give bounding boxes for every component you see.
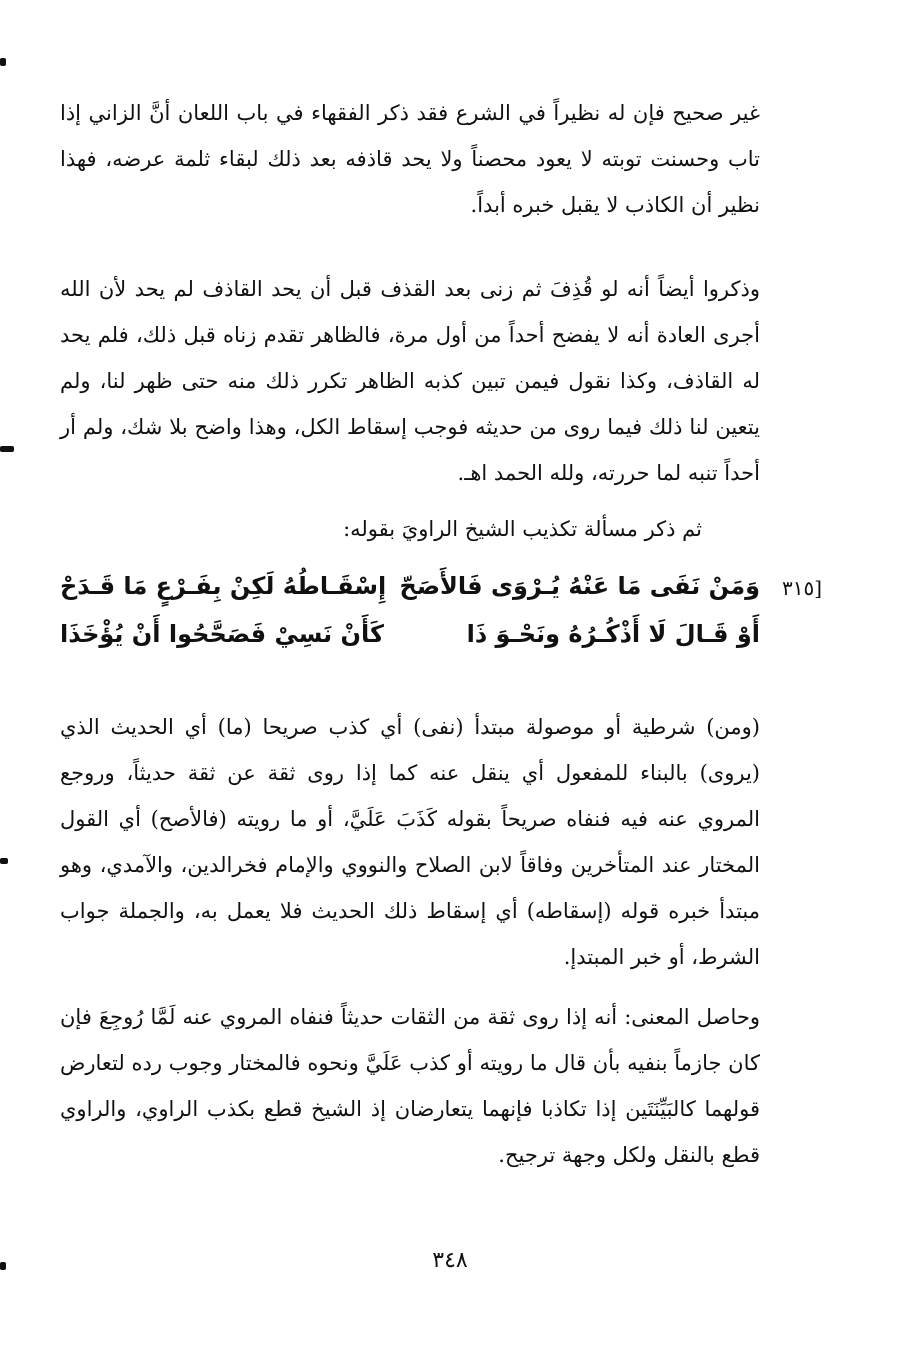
page-body <box>60 90 822 1178</box>
verse-intro: ثم ذكر مسألة تكذيب الشيخ الراويَ بقوله: <box>343 517 702 541</box>
page-number: ٣٤٨ <box>432 1248 468 1273</box>
verse-line-2 <box>60 616 760 664</box>
paragraph-2: وذكروا أيضاً أنه لو قُذِفَ ثم زنى بعد القذف قبل أن يحد القاذف لم يحد لأن الله أجرى العادة أنه لا يفضح أحداً من أول مرة، فالظاهر تقدم زناه قبل ذلك، فلم يحد له القاذف، وكذا نقول فيمن تبين كذبه الظاهر تكرر ذلك منه حتى ظهر لنا، ولم يتعين لنا ذلك فيما روى من حديثه فوجب إسقاط الكل، وهذا واضح بلا شك، ولم أر أحداً تنبه لما حررته، ولله الحمد اهـ. <box>60 277 760 485</box>
paragraph-1: غير صحيح فإن له نظيراً في الشرع فقد ذكر الفقهاء في باب اللعان أنَّ الزاني إذا تاب وحسنت توبته لا يعود محصناً ولا يحد قاذفه بعد ذلك لبقاء ثلمة عرضه، فهذا نظير أن الكاذب لا يقبل خبره أبداً. <box>60 101 760 217</box>
summary-paragraph: وحاصل المعنى: أنه إذا روى ثقة من الثقات حديثاً فنفاه المروي عنه لَمَّا رُوجِعَ فإن كان جازماً بنفيه بأن قال ما رويته أو كذب عَلَيَّ ونحوه فالمختار وجوب رده لتعارض قولهما كالبَيِّنَتَين إذا تكاذبا فإنهما يتعارضان إذ الشيخ قطع بكذب الراوي، والراوي قطع بالنقل ولكل وجهة ترجيح. <box>60 1005 760 1167</box>
verse-line-1 <box>60 568 760 616</box>
verse-block <box>60 568 822 672</box>
verse-line-2-second-hemistich: كَأَنْ نَسِيْ فَصَحَّحُوا أَنْ يُؤْخَذَا <box>60 620 384 648</box>
commentary-paragraph: (ومن) شرطية أو موصولة مبتدأ (نفى) أي كذب صريحا (ما) أي الحديث الذي (يروى) بالبناء للمفعول أي ينقل عنه كما إذا روى ثقة عن ثقة حديثاً، وروجع المروي عنه فيه فنفاه صريحاً بقوله كَذَبَ عَلَيَّ، أو ما رويته (فالأصح) أي القول المختار عند المتأخرين وفاقاً لابن الصلاح والنووي والإمام فخرالدين، والآمدي، وهو مبتدأ خبره قوله (إسقاطه) أي إسقاط ذلك الحديث فلا يعمل به، والجملة جواب الشرط، أو خبر المبتدإ. <box>60 715 760 969</box>
verse-number: [٣١٥ <box>781 576 822 600</box>
verse-line-1-first-hemistich: وَمَنْ نَفَى مَا عَنْهُ يُـرْوَى فَالأَصَحّ <box>399 572 760 600</box>
margin-mark-middle <box>0 446 14 452</box>
verse-line-2-first-hemistich: أَوْ قَـالَ لَا أَذْكُـرُهُ ونَحْـوَ ذَا <box>466 620 760 648</box>
margin-mark-top <box>0 58 6 66</box>
margin-mark-lower <box>0 858 8 864</box>
verse-line-1-second-hemistich: إِسْقَـاطُهُ لَكِنْ بِفَـرْعٍ مَا قَـدَحْ <box>60 572 387 600</box>
